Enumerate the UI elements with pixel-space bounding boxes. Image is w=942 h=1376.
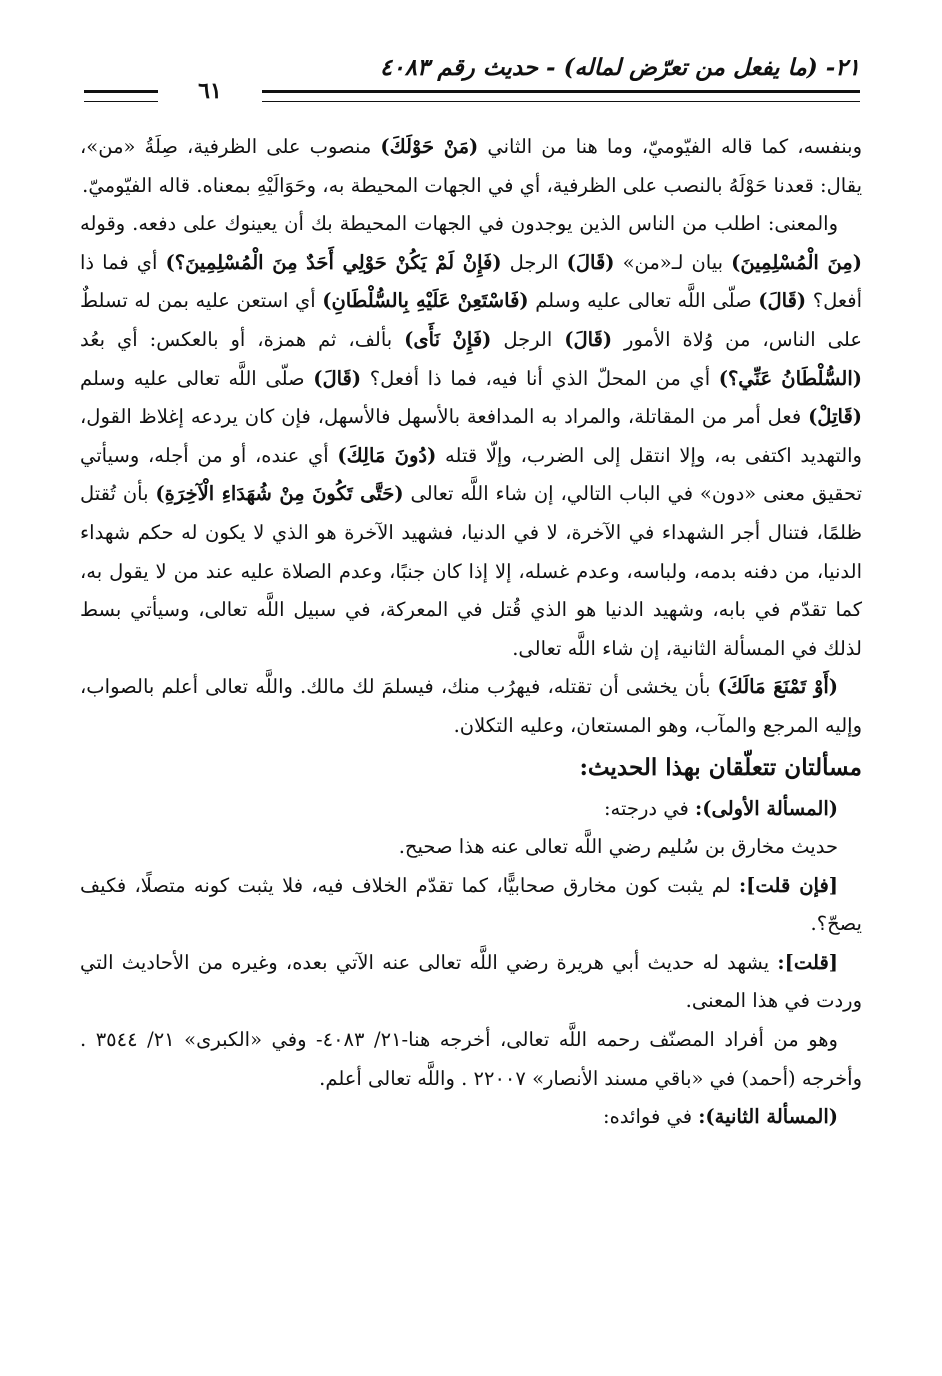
- bold-phrase: (مِنَ الْمُسْلِمِينَ): [731, 250, 862, 274]
- page-number: ٦١: [198, 78, 222, 104]
- text-run: بألف، ثم همزة، أو بالعكس: أي بعُد: [80, 327, 405, 351]
- bold-phrase: (قَالَ): [313, 366, 362, 390]
- text-run: منصوب على الظرفية، صِلَةُ «من»، يقال: قعدنا حَوْلَهُ بالنصب على الظرفية، أي في الجهات المحيطة به، وحَوَالَيْهِ بمعناه. قاله الفيّوميّ.: [80, 135, 862, 197]
- text-run: وبنفسه، كما قاله الفيّوميّ، وما هنا من الثاني: [478, 135, 862, 158]
- text-run: لم يثبت كون مخارق صحابيًّا، كما تقدّم الخلاف فيه، فلا يثبت كونه متصلًا، فكيف يصحّ؟.: [80, 873, 862, 936]
- bold-phrase: (المسألة الأولى):: [695, 796, 838, 820]
- bold-phrase: (قَالَ): [564, 327, 613, 351]
- text-run: الرجل: [491, 327, 565, 351]
- paragraph: [80, 128, 862, 205]
- text-run: يشهد له حديث أبي هريرة رضي اللَّه تعالى عنه الآتي بعده، وغيره من الأحاديث التي وردت في هذا المعنى.: [80, 950, 862, 1013]
- bold-phrase: (حَتَّى تَكُونَ مِنْ شُهَدَاءِ الْآخِرَةِ): [155, 482, 404, 506]
- text-run: حديث مخارق بن سُليم رضي اللَّه تعالى عنه هذا صحيح.: [398, 835, 838, 859]
- text-run: بأن تُقتل ظلمًا، فتنال أجر الشهداء في الآخرة، لا في الدنيا، فشهيد الآخرة هو الذي لا يكون له حكم شهداء الدنيا، من دفنه بدمه، ولباسه، وعدم غسله، إلا إذا كان جنبًا، وعدم الصلاة عليه عند من لا يقول به، كما تقدّم في بابه، وشهيد الدنيا هو الذي قُتل في المعركة، في سبيل اللَّه تعالى، وسيأتي بسط لذلك في المسألة الثانية، إن شاء اللَّه تعالى.: [80, 482, 862, 660]
- bold-phrase: مسألتان تتعلّقان بهذا الحديث:: [579, 753, 862, 781]
- bold-phrase: (دُونَ مَالِكَ): [337, 443, 437, 467]
- text-run: أي عنده، أو من أجله، وسيأتي تحقيق معنى «دون» في الباب التالي، إن شاء اللَّه تعالى: [80, 443, 863, 506]
- paragraph: [80, 867, 862, 944]
- paragraph: [80, 1098, 862, 1137]
- text-run: فعل أمر من المقاتلة، والمراد به المدافعة بالأسهل فالأسهل، فإن كان يردعه إغلاظ القول، والتهديد اكتفى به، وإلا انتقل إلى الضرب، وإلّا قتله: [80, 405, 862, 467]
- header-rule: [262, 90, 860, 102]
- text-run: أي استعن عليه بمن له تسلطٌ على الناس، من وُلاة الأمور: [80, 289, 862, 351]
- bold-phrase: (السُّلْطَانُ عَنِّي؟): [718, 366, 862, 390]
- section-heading: [80, 746, 862, 790]
- bold-phrase: (أَوْ تَمْنَعَ مَالَكَ): [717, 675, 839, 699]
- paragraph: [80, 944, 862, 1021]
- text-run: بأن يخشى أن تقتله، فيهرُب منك، فيسلمَ لك مالك. واللَّه تعالى أعلم بالصواب، وإليه المرجع والمآب، وهو المستعان، وعليه التكلان.: [80, 675, 862, 737]
- paragraph: [80, 790, 862, 829]
- text-run: صلّى اللَّه تعالى عليه وسلم: [528, 289, 759, 313]
- header-title: ٢١- (ما يفعل من تعرّض لماله) - حديث رقم ٤٠٨٣: [379, 54, 860, 81]
- text-run: أي من المحلّ الذي أنا فيه، فما ذا أفعل؟: [361, 366, 719, 390]
- bold-phrase: [قلت]:: [777, 950, 838, 974]
- text-run: في فوائده:: [603, 1105, 699, 1129]
- bold-phrase: (فَإِنْ لَمْ يَكُنْ حَوْلِي أَحَدٌ مِنَ الْمُسْلِمِينَ؟): [165, 250, 502, 274]
- paragraph: [80, 828, 862, 867]
- bold-phrase: (مَنْ حَوْلَكَ): [380, 135, 479, 158]
- paragraph: [80, 205, 862, 668]
- bold-phrase: (المسألة الثانية):: [698, 1105, 838, 1129]
- text-run: أي فما ذا أفعل؟: [80, 250, 862, 313]
- text-run: في درجته:: [603, 796, 696, 820]
- bold-phrase: (قَالَ): [566, 250, 615, 274]
- bold-phrase: [فإن قلت]:: [738, 873, 838, 897]
- paragraph: [80, 1021, 862, 1098]
- text-run: صلّى اللَّه تعالى عليه وسلم: [80, 366, 314, 390]
- page-number-rule: [84, 90, 158, 102]
- paragraph: [80, 668, 862, 745]
- bold-phrase: (فَإِنْ نَأَى): [404, 327, 492, 351]
- page-body: [80, 128, 862, 1137]
- text-run: بيان لـ«من»: [614, 250, 732, 274]
- text-run: الرجل: [501, 250, 567, 274]
- text-run: وهو من أفراد المصنّف رحمه اللَّه تعالى، أخرجه هنا-٢١/ ٤٠٨٣- وفي «الكبرى» ٢١/ ٣٥٤٤ . وأخرجه (أحمد) في «باقي مسند الأنصار» ٢٢٠٠٧ . واللَّه تعالى أعلم.: [80, 1028, 862, 1090]
- bold-phrase: (فَاسْتَعِنْ عَلَيْهِ بِالسُّلْطَانِ): [322, 289, 529, 313]
- bold-phrase: (قَاتِلْ): [808, 405, 862, 429]
- text-run: والمعنى: اطلب من الناس الذين يوجدون في الجهات المحيطة بك أن يعينوك على دفعه. وقوله: [80, 212, 838, 236]
- bold-phrase: (قَالَ): [758, 289, 807, 313]
